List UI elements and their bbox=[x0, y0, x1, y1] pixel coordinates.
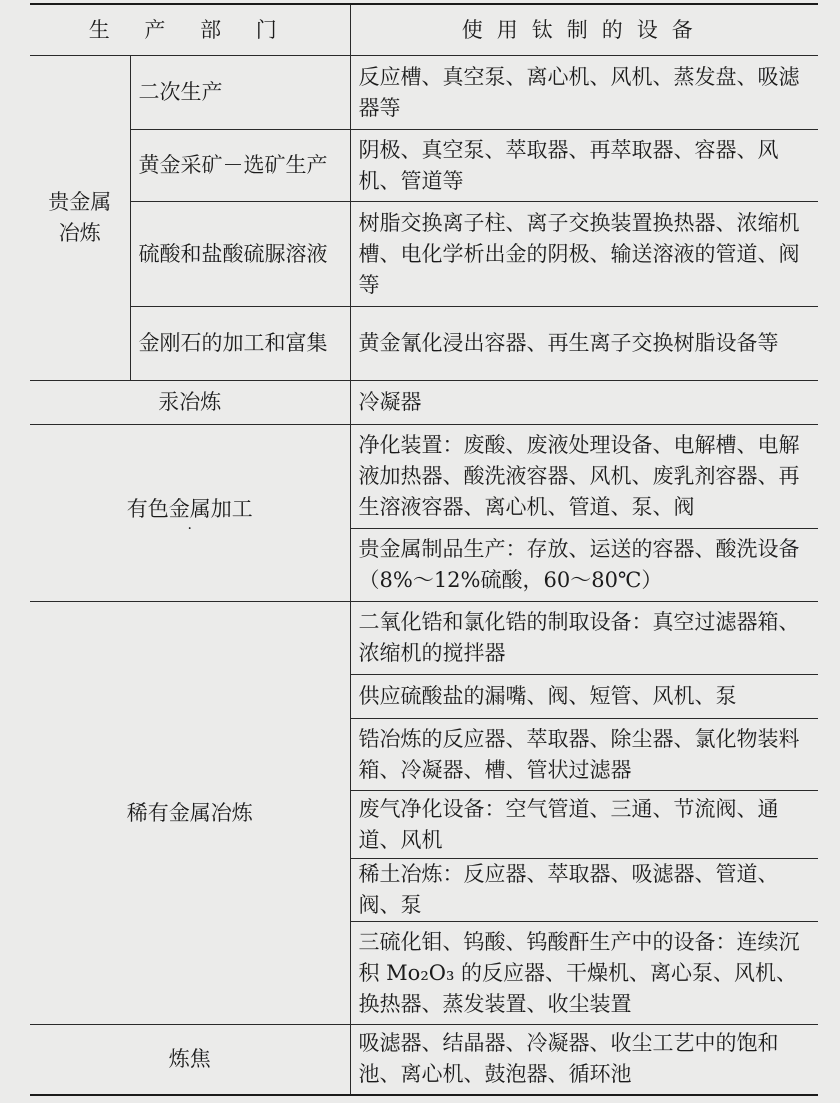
equipment-cell: 二氧化锆和氯化锆的制取设备：真空过滤器箱、浓缩机的搅拌器 bbox=[350, 602, 818, 675]
sub-dept-cell: 金刚石的加工和富集 bbox=[130, 307, 350, 381]
group-rare-metals: 稀有金属冶炼 bbox=[30, 602, 350, 1025]
table-row bbox=[30, 130, 818, 202]
equipment-cell: 供应硫酸盐的漏嘴、阀、短管、风机、泵 bbox=[350, 675, 818, 719]
equipment-cell: 净化装置：废酸、废液处理设备、电解槽、电解液加热器、酸洗液容器、风机、废乳剂容器、再生溶液容器、离心机、管道、泵、阀 bbox=[350, 425, 818, 529]
table-row bbox=[30, 381, 818, 425]
group-nonferrous bbox=[30, 425, 350, 602]
header-production-dept: 生 产 部 门 bbox=[30, 4, 350, 56]
equipment-cell: 冷凝器 bbox=[350, 381, 818, 425]
group-coking: 炼焦 bbox=[30, 1025, 350, 1095]
sub-dept-cell: 硫酸和盐酸硫脲溶液 bbox=[130, 202, 350, 307]
table-header-row bbox=[30, 4, 818, 56]
equipment-cell: 阴极、真空泵、萃取器、再萃取器、容器、风机、管道等 bbox=[350, 130, 818, 202]
sub-dept-cell: 黄金采矿－选矿生产 bbox=[130, 130, 350, 202]
table-row bbox=[30, 1025, 818, 1095]
equipment-cell: 吸滤器、结晶器、冷凝器、收尘工艺中的饱和池、离心机、鼓泡器、循环池 bbox=[350, 1025, 818, 1095]
equipment-cell: 树脂交换离子柱、离子交换装置换热器、浓缩机槽、电化学析出金的阴极、输送溶液的管道、阀等 bbox=[350, 202, 818, 307]
stray-dot-mark: · bbox=[187, 520, 192, 537]
sub-dept-cell: 二次生产 bbox=[130, 56, 350, 130]
table-row bbox=[30, 307, 818, 381]
header-titanium-equipment: 使用钛制的设备 bbox=[350, 4, 818, 56]
equipment-cell: 黄金氰化浸出容器、再生离子交换树脂设备等 bbox=[350, 307, 818, 381]
group-precious-metals: 贵金属冶炼 bbox=[30, 56, 130, 381]
group-nonferrous-label: 有色金属加工 bbox=[126, 496, 253, 521]
titanium-equipment-table bbox=[30, 3, 818, 1096]
equipment-cell: 反应槽、真空泵、离心机、风机、蒸发盘、吸滤器等 bbox=[350, 56, 818, 130]
equipment-cell: 稀土冶炼：反应器、萃取器、吸滤器、管道、阀、泵 bbox=[350, 859, 818, 922]
table-row bbox=[30, 202, 818, 307]
equipment-cell: 废气净化设备：空气管道、三通、节流阀、通道、风机 bbox=[350, 791, 818, 859]
equipment-cell: 锆冶炼的反应器、萃取器、除尘器、氯化物装料箱、冷凝器、槽、管状过滤器 bbox=[350, 719, 818, 791]
equipment-cell: 贵金属制品生产：存放、运送的容器、酸洗设备（8%～12%硫酸，60～80℃） bbox=[350, 529, 818, 602]
table-row bbox=[30, 56, 818, 130]
table-row bbox=[30, 425, 818, 529]
group-mercury: 汞冶炼 bbox=[30, 381, 350, 425]
table-row bbox=[30, 602, 818, 675]
equipment-cell: 三硫化钼、钨酸、钨酸酐生产中的设备：连续沉积 Mo₂O₃ 的反应器、干燥机、离心泵、风机、换热器、蒸发装置、收尘装置 bbox=[350, 922, 818, 1025]
